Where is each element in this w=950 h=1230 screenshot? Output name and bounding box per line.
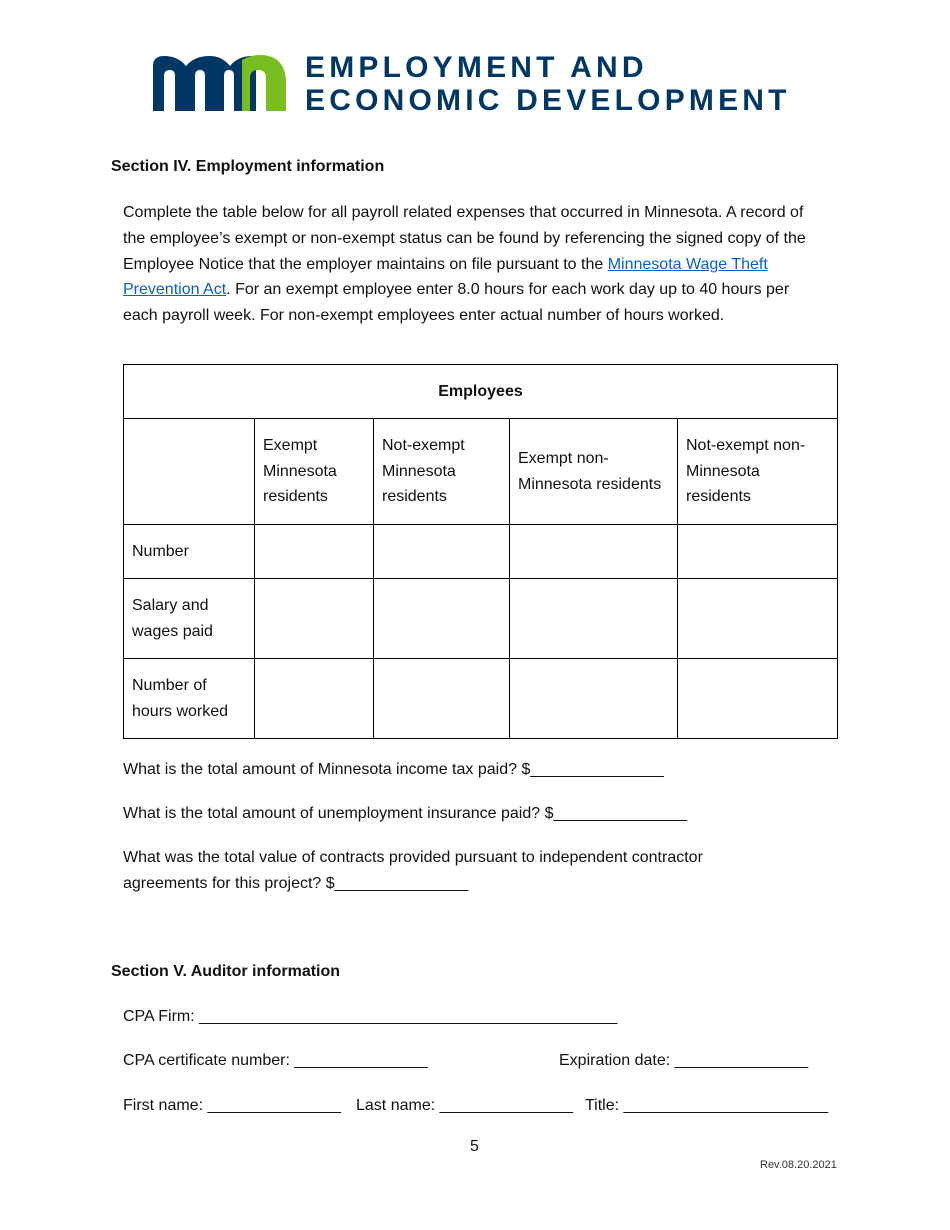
title-field[interactable]: Title: _______________________ (585, 1097, 829, 1114)
row-label: Salary and wages paid (124, 579, 255, 659)
income-tax-question[interactable]: What is the total amount of Minnesota income tax paid? $_______________ (123, 761, 664, 778)
para-text: Complete the table below for all payroll related expenses that occurred in Minnesota. A record of the employee’s exempt or non-exempt status can be found by referencing the signed copy of the Employee Notice that the employer maintains on file pursuant to the (123, 204, 806, 273)
mn-logo-icon (150, 52, 290, 114)
para-text: . For an exempt employee enter 8.0 hours for each work day up to 40 hours per each payroll week. For non-exempt employees enter actual number of hours worked. (123, 281, 790, 325)
wage-theft-act-link[interactable]: Minnesota Wage Theft Prevention Act (123, 255, 768, 299)
column-header: Not-exempt Minnesota residents (374, 419, 510, 525)
first-name-field[interactable]: First name: _______________ (123, 1097, 341, 1114)
section-4-title: Section IV. Employment information (111, 158, 385, 175)
input-cell[interactable] (510, 579, 678, 659)
section-5-title: Section V. Auditor information (111, 963, 341, 980)
table-row (124, 659, 838, 739)
input-cell[interactable] (678, 579, 838, 659)
row-label: Number (124, 525, 255, 579)
row-label: Number of hours worked (124, 659, 255, 739)
table-row (124, 579, 838, 659)
last-name-field[interactable]: Last name: _______________ (356, 1097, 574, 1114)
input-cell[interactable] (374, 525, 510, 579)
input-cell[interactable] (678, 659, 838, 739)
page-number: 5 (470, 1138, 479, 1155)
input-cell[interactable] (374, 659, 510, 739)
employees-table (123, 364, 838, 739)
input-cell[interactable] (255, 579, 374, 659)
input-cell[interactable] (374, 579, 510, 659)
instructions-paragraph (123, 200, 813, 329)
table-row (124, 525, 838, 579)
input-cell[interactable] (678, 525, 838, 579)
column-header: Exempt Minnesota residents (255, 419, 374, 525)
logo-line2: ECONOMIC DEVELOPMENT (305, 84, 791, 117)
logo-line1: EMPLOYMENT AND (305, 51, 648, 84)
cpa-firm-field[interactable]: CPA Firm: _______________________________________________ (123, 1008, 618, 1025)
expiration-date-field[interactable]: Expiration date: _______________ (559, 1052, 809, 1069)
column-header: Exempt non-Minnesota residents (510, 419, 678, 525)
input-cell[interactable] (255, 659, 374, 739)
input-cell[interactable] (510, 525, 678, 579)
cpa-certificate-field[interactable]: CPA certificate number: _______________ (123, 1052, 428, 1069)
revision-label: Rev.08.20.2021 (760, 1159, 837, 1171)
contracts-question[interactable]: What was the total value of contracts provided pursuant to independent contractor agreements for this project? $_______________ (123, 849, 703, 892)
input-cell[interactable] (510, 659, 678, 739)
input-cell[interactable] (255, 525, 374, 579)
column-header: Not-exempt non-Minnesota residents (678, 419, 838, 525)
table-title: Employees (124, 365, 838, 419)
unemployment-insurance-question[interactable]: What is the total amount of unemployment insurance paid? $_______________ (123, 805, 687, 822)
corner-cell (124, 419, 255, 525)
